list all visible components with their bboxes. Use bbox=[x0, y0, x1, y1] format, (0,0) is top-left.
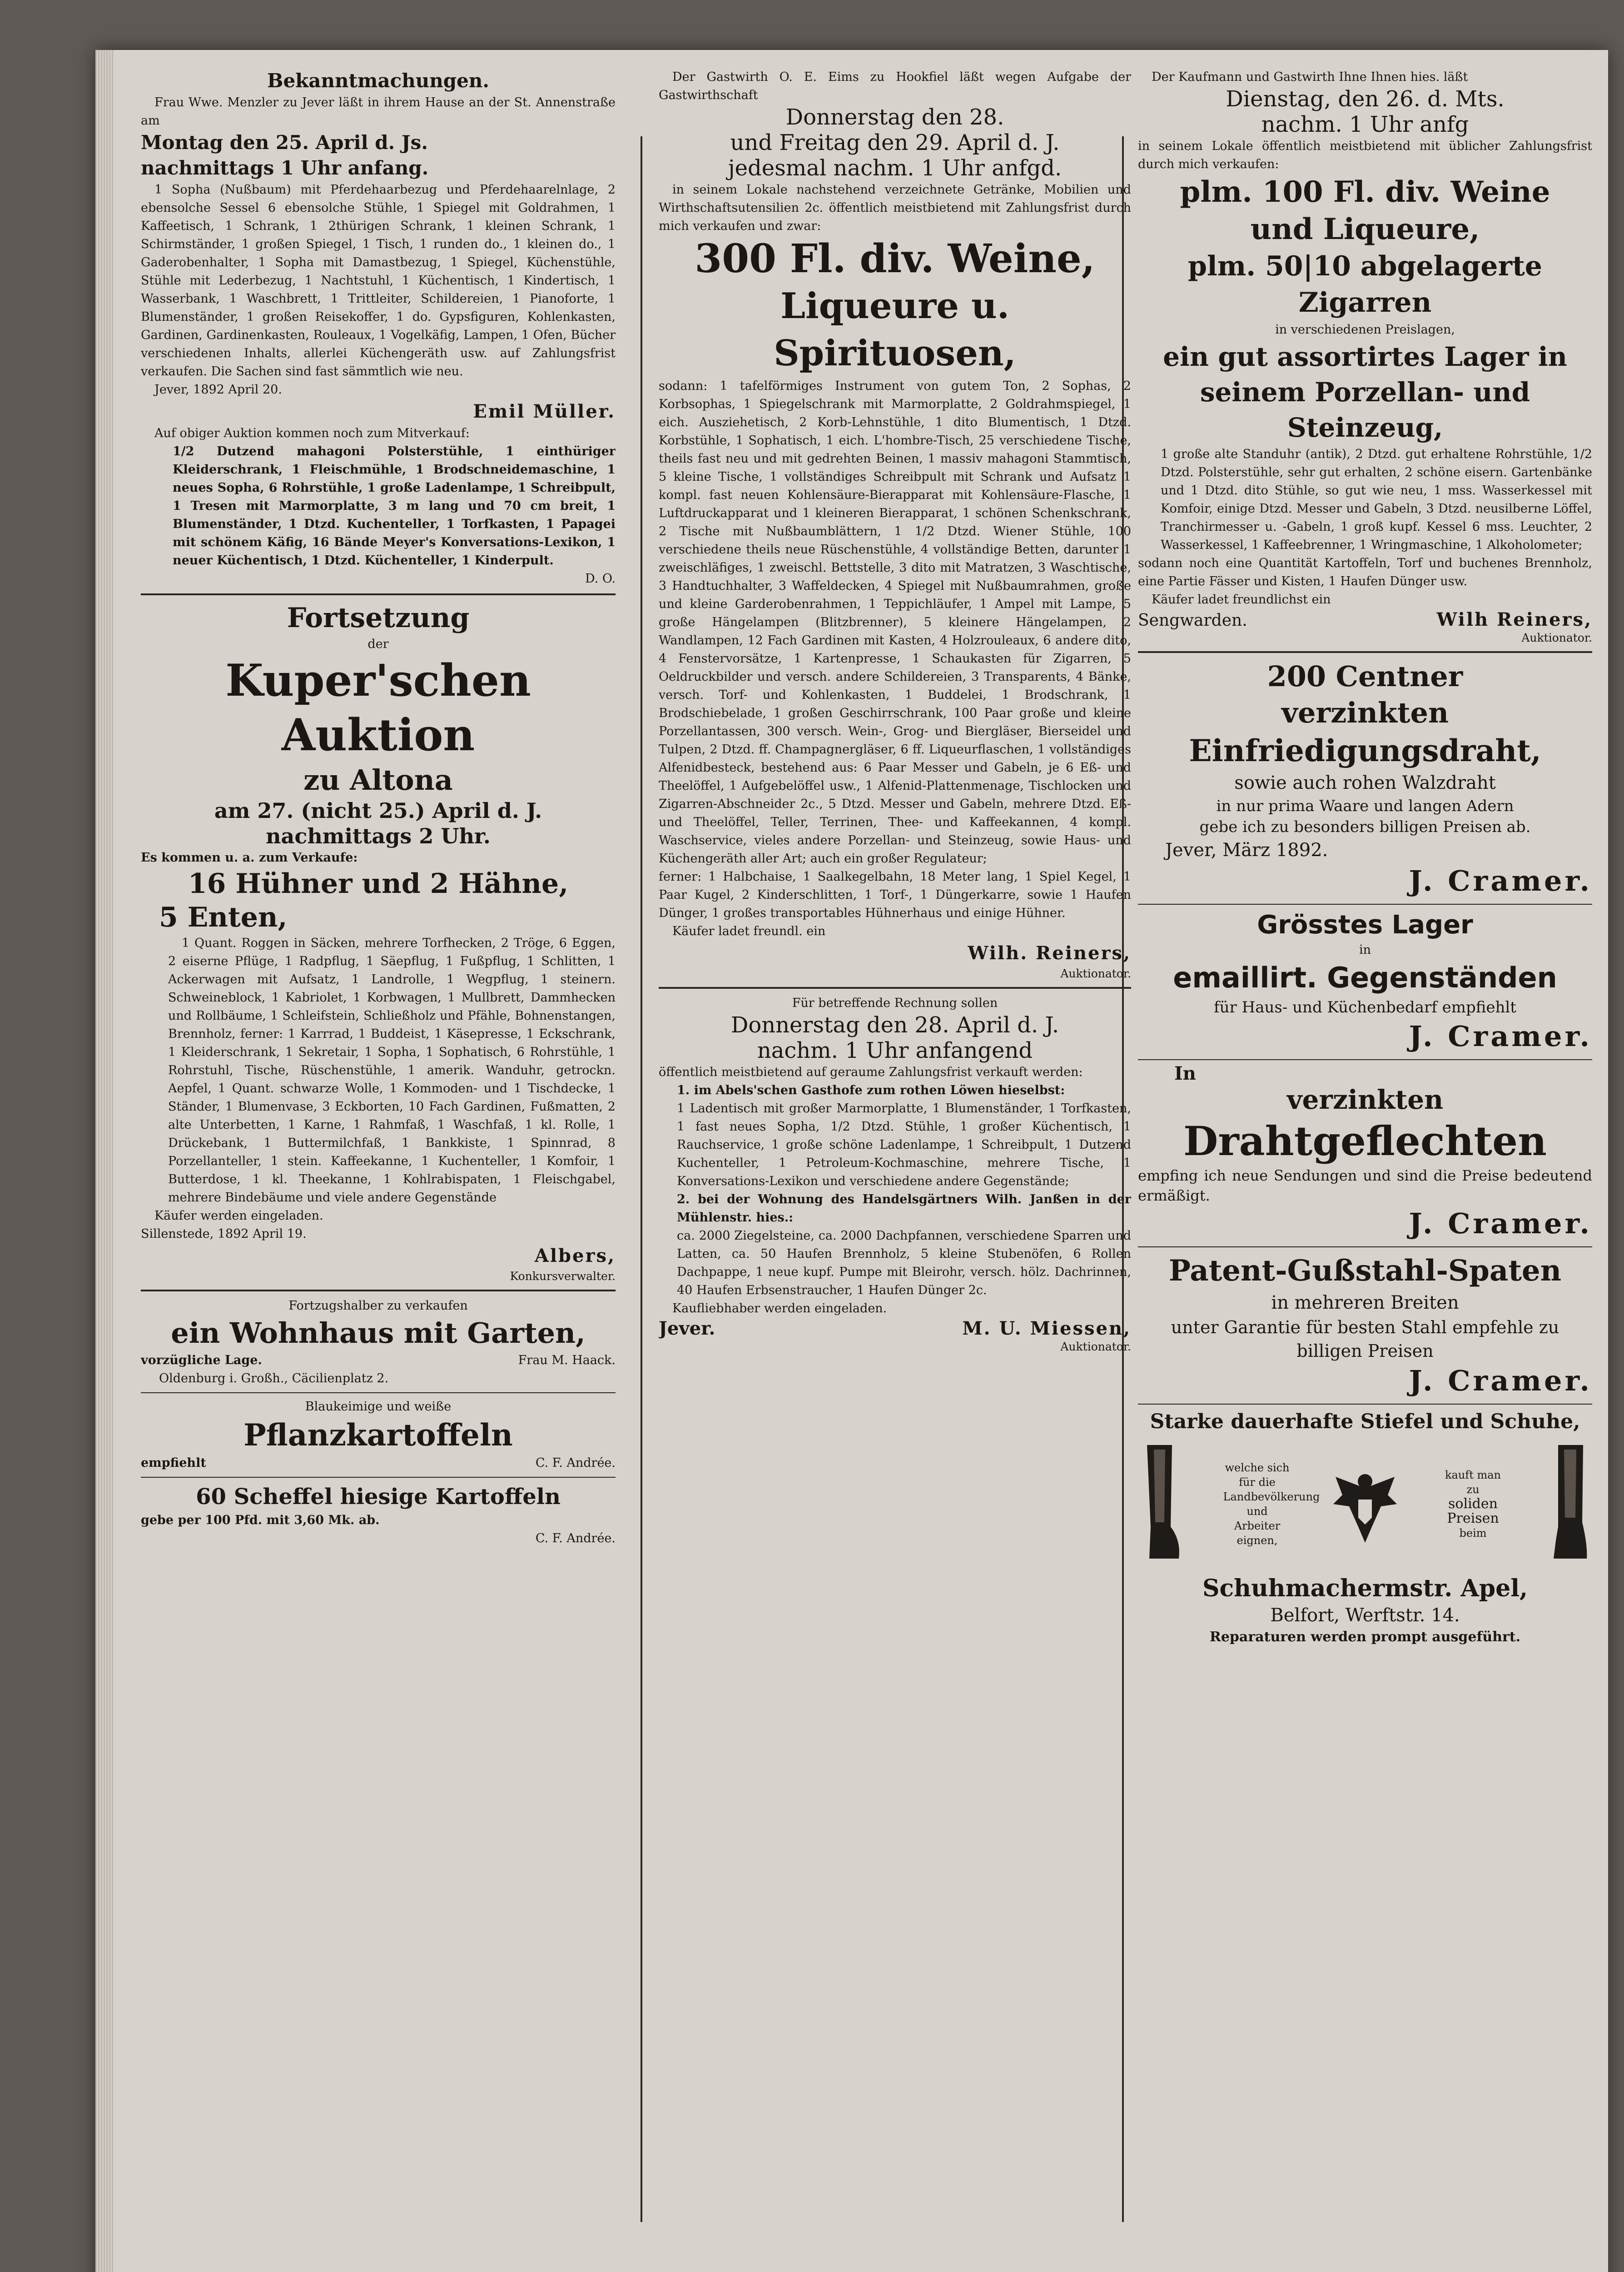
ad-body: öffentlich meistbietend auf geraume Zahlungsfrist verkauft werden: bbox=[659, 1065, 1083, 1079]
ad-signer: J. Cramer. bbox=[1409, 1020, 1592, 1053]
ad-dateline: Jever, März 1892. bbox=[1165, 840, 1328, 861]
ad-body: sodann noch eine Quantität Kartoffeln, Torf und buchenes Brennholz, eine Partie Fässer und Kisten, 1 Haufen Dünger usw. bbox=[1138, 556, 1592, 588]
ad-signer: J. Cramer. bbox=[1409, 864, 1592, 897]
divider bbox=[141, 1290, 616, 1291]
ad-date: Dienstag, den 26. d. Mts. bbox=[1226, 86, 1505, 112]
text-line: kauft man bbox=[1445, 1469, 1501, 1481]
auction-time: nachmittags 2 Uhr. bbox=[266, 824, 491, 848]
ad-row bbox=[1138, 609, 1592, 630]
headline-ducks: 5 Enten, bbox=[159, 902, 288, 933]
boots-right-text bbox=[1439, 1468, 1507, 1540]
ad-dateline: Sillenstede, 1892 April 19. bbox=[141, 1227, 307, 1241]
ad-intro: Der Gastwirth O. E. Eims zu Hookfiel läßt wegen Aufgabe der Gastwirthschaft bbox=[659, 70, 1131, 102]
headline-in: in bbox=[1359, 943, 1371, 957]
shop-address: Belfort, Werftstr. 14. bbox=[1270, 1605, 1460, 1626]
ad-role: Konkursverwalter. bbox=[510, 1270, 616, 1283]
headline-hens: 16 Hühner und 2 Hähne, bbox=[188, 868, 569, 900]
ad-time: nachm. 1 Uhr anfg bbox=[1261, 112, 1469, 137]
headline: ein Wohnhaus mit Garten, bbox=[171, 1316, 586, 1350]
ad-body: 1 Sopha (Nußbaum) mit Pferdehaarbezug und Pferdehaarelnlage, 2 ebensolche Sessel 6 ebensolche Stühle, 1 Spiegel mit Goldrahmen, 1 Kaffeetisch, 1 Schrank, 1 2thürigen Schrank, 1 kleinen Schrank, 1 Schirmständer, 1 großen Spiegel, 1 Tisch, 1 runden do., 1 kleinen do., 1 Gaderobenhalter, 1 Sopha mit Damastbezug, 1 Spiegel, Küchenstühle, Stühle mit Lederbezug, 1 Nachtstuhl, 1 Küchentisch, 1 Kindertisch, 1 Wasserbank, 1 Waschbrett, 1 Trittleiter, Schildereien, 1 Pianoforte, 1 Blumenständer, 1 großen Reisekoffer, 1 do. Gypsfiguren, Kohlenkasten, Gardinen, Gardinenkasten, Rouleaux, 1 Vogelkäfig, Lampen, 1 Ofen, Bücher verschiedenen Inhalts, allerlei Küchengeräth usw. auf Zahlungsfrist verkaufen. Die Sachen sind fast sämmtlich wie neu. bbox=[141, 183, 616, 379]
text-line: Preisen bbox=[1447, 1510, 1499, 1526]
divider bbox=[141, 1392, 616, 1393]
boots-illustration bbox=[1138, 1438, 1592, 1570]
headline: Pflanzkartoffeln bbox=[243, 1417, 513, 1453]
headline-big: Kuper'schen Auktion bbox=[225, 655, 531, 761]
ad-lager bbox=[1138, 909, 1592, 1055]
ad-spaten bbox=[1138, 1252, 1592, 1399]
ad-bekanntmachungen bbox=[141, 68, 616, 588]
text-line: zu bbox=[1466, 1483, 1480, 1496]
headline-enamel: emaillirt. Gegenständen bbox=[1173, 961, 1557, 994]
headline-amount: 200 Centner bbox=[1267, 660, 1463, 693]
ad-body: ferner: 1 Halbchaise, 1 Saalkegelbahn, 18 Meter lang, 1 Spiel Kegel, 1 Paar Kugel, 2 Kinderschlitten, 1 Torf-, 1 Düngerkarre, sowie 1 Haufen Dünger, 1 großes transportables Hühnerhaus und einige Hühner. bbox=[659, 870, 1131, 920]
text-line: soliden bbox=[1448, 1496, 1498, 1512]
list-item: 1 Ladentisch mit großer Marmorplatte, 1 Blumenständer, 1 Torfkasten, 1 fast neues Sopha, 1/2 Dtzd. Stühle, 1 großer Küchentisch, 1 Rauchservice, 1 große schöne Ladenlampe, 1 Schreibpult, 1 Dutzend Kuchenteller, 1 Petroleum-Kochmaschine, mehrere Tische, 1 Konversations-Lexikon und verschiedene andere Gegenstände; bbox=[677, 1101, 1131, 1188]
headline: Starke dauerhafte Stiefel und Schuhe, bbox=[1150, 1410, 1580, 1433]
divider bbox=[1138, 1059, 1592, 1060]
ad-intro: Für betreffende Rechnung sollen bbox=[792, 996, 998, 1010]
ad-pflanzkartoffeln bbox=[141, 1398, 616, 1472]
divider bbox=[659, 987, 1131, 989]
ad-extra-body: 1/2 Dutzend mahagoni Polsterstühle, 1 einthüriger Kleiderschrank, 1 Fleischmühle, 1 Brodschneidemaschine, 1 neues Sopha, 6 Rohrstühle, 1 große Ladenlampe, 1 Schreibpult, 1 Tresen mit Marmorplatte, 3 m lang und 70 cm breit, 1 Blumenständer, 1 Dtzd. Kuchenteller, 1 Torfkasten, 1 Papagei mit schönem Käfig, 16 Bände Meyer's Konversations-Lexikon, 1 neuer Küchentisch, 1 Dtzd. Küchenteller, 1 Kinderpult. bbox=[173, 444, 616, 568]
ad-invite: Kaufliebhaber werden eingeladen. bbox=[672, 1301, 887, 1315]
section-title: Bekanntmachungen. bbox=[267, 70, 490, 92]
headline-place: zu Altona bbox=[303, 763, 453, 797]
ad-text: gebe ich zu besonders billigen Preisen ab. bbox=[1199, 818, 1531, 836]
headline: Grösstes Lager bbox=[1257, 910, 1473, 940]
divider bbox=[141, 593, 616, 595]
ad-invite: Käufer ladet freundl. ein bbox=[672, 924, 826, 938]
ad-row bbox=[141, 1351, 616, 1370]
list-item: ca. 2000 Ziegelsteine, ca. 2000 Dachpfannen, verschiedene Sparren und Latten, ca. 50 Haufen Brennholz, 5 kleine Stubenöfen, 6 Rollen Dachpappe, 1 neue kupf. Pumpe mit Bleirohr, versch. hölz. Dachrinnen, 40 Haufen Erbsenstraucher, 1 Haufen Dünger 2c. bbox=[677, 1229, 1131, 1297]
ad-time: nachm. 1 Uhr anfangend bbox=[757, 1038, 1033, 1063]
ad-initials: D. O. bbox=[585, 572, 616, 586]
headline-porcelain: ein gut assortirtes Lager in seinem Porzellan- und Steinzeug, bbox=[1163, 341, 1567, 443]
headline-liquor: Liqueure u. Spirituosen, bbox=[774, 285, 1016, 374]
eagle-icon bbox=[1331, 1463, 1399, 1545]
ad-eims bbox=[659, 68, 1131, 982]
ad-signer: J. Cramer. bbox=[1409, 1207, 1592, 1240]
ad-text: empfiehlt bbox=[141, 1456, 206, 1470]
divider bbox=[1138, 1246, 1592, 1247]
list-item-heading: 1. im Abels'schen Gasthofe zum rothen Löwen hieselbst: bbox=[677, 1083, 1065, 1097]
ad-text: vorzügliche Lage. bbox=[141, 1353, 262, 1367]
ad-dateline: Jever, 1892 April 20. bbox=[154, 383, 282, 397]
ad-body: in seinem Lokale nachstehend verzeichnete Getränke, Mobilien und Wirthschaftsutensilien 2c. öffentlich meistbietend mit Zahlungsfrist durch mich verkaufen und zwar: bbox=[659, 183, 1131, 233]
ad-row bbox=[659, 1318, 1131, 1339]
auction-date: am 27. (nicht 25.) April d. J. bbox=[214, 798, 542, 823]
ad-invite: Käufer werden eingeladen. bbox=[154, 1209, 323, 1223]
ad-text: empfing ich neue Sendungen und sind die Preise bedeutend ermäßigt. bbox=[1138, 1167, 1592, 1204]
ad-body: in seinem Lokale öffentlich meistbietend mit üblicher Zahlungsfrist durch mich verkaufen: bbox=[1138, 139, 1592, 171]
headline-wire: Einfriedigungsdraht, bbox=[1189, 733, 1541, 768]
ad-signer: Frau M. Haack. bbox=[518, 1353, 616, 1367]
ad-drahtgeflechten bbox=[1138, 1065, 1592, 1242]
ad-time: nachmittags 1 Uhr anfang. bbox=[141, 157, 429, 179]
ad-signer: J. Cramer. bbox=[1409, 1364, 1592, 1397]
ad-body: 1 große alte Standuhr (antik), 2 Dtzd. gut erhaltene Rohrstühle, 1/2 Dtzd. Polsterstühle, sehr gut erhalten, 2 schöne eisern. Gartenbänke und 1 Dtzd. dito Stühle, so gut wie neu, 1 mss. Wasserkessel mit Komfoir, einige Dtzd. Messer und Gabeln, 3 Dtzd. neusilberne Löffel, Tranchirmesser u. -Gabeln, 1 groß kupf. Kessel 6 mss. Leuchter, 2 Wasserkessel, 1 Kaffeebrenner, 1 Wringmaschine, 1 Alkoholometer; bbox=[1161, 447, 1592, 552]
ad-intro: Fortzugshalber zu verkaufen bbox=[288, 1299, 468, 1313]
ad-intro: Frau Wwe. Menzler zu Jever läßt in ihrem Hause an der St. Annenstraße am bbox=[141, 95, 616, 128]
list-item-heading: 2. bei der Wohnung des Handelsgärtners Wilh. Janßen in der Mühlenstr. hies.: bbox=[677, 1192, 1131, 1225]
ad-date: und Freitag den 29. April d. J. bbox=[730, 130, 1060, 155]
ad-kartoffeln bbox=[141, 1482, 616, 1548]
headline-mesh: Drahtgeflechten bbox=[1183, 1117, 1547, 1165]
boot-icon bbox=[1547, 1440, 1592, 1568]
ad-apel bbox=[1138, 1409, 1592, 1647]
divider bbox=[141, 1477, 616, 1478]
divider bbox=[1138, 651, 1592, 653]
ad-text: unter Garantie für besten Stahl empfehle zu billigen Preisen bbox=[1171, 1317, 1559, 1361]
column-rule bbox=[641, 136, 642, 2222]
ad-date: Donnerstag den 28. bbox=[785, 105, 1004, 130]
ad-intro: Es kommen u. a. zum Verkaufe: bbox=[141, 851, 358, 865]
ad-ihnen bbox=[1138, 68, 1592, 646]
ad-time: jedesmal nachm. 1 Uhr anfgd. bbox=[728, 155, 1062, 181]
ad-miessen bbox=[659, 994, 1131, 1355]
ad-role: Auktionator. bbox=[1060, 967, 1131, 980]
ad-wohnhaus bbox=[141, 1297, 616, 1388]
ad-address: Oldenburg i. Großh., Cäcilienplatz 2. bbox=[159, 1371, 389, 1385]
ad-text: in verschiedenen Preislagen, bbox=[1275, 323, 1455, 337]
ad-body: sodann: 1 tafelförmiges Instrument von gutem Ton, 2 Sophas, 2 Korbsophas, 1 Spiegelschrank mit Marmorplatte, 2 Goldrahmspiegel, 1 eich. Ausziehetisch, 2 Korb-Lehnstühle, 1 dito Blumentisch, 1 Dtzd. Korbstühle, 1 Sophatisch, 1 eich. L'hombre-Tisch, 25 verschiedene Tische, theils fast neu und mit gedrehten Beinen, 1 massiv mahagoni Stammtisch, 5 kleine Tische, 1 vollständiges Schreibpult mit Schrank und Aufsatz 1 kompl. fast neuen Kohlensäure-Bierapparat mit Kohlensäure-Flasche, 1 Luftdruckapparat und 1 kleineren Bierapparat, 1 schönen Schenkschrank, 2 Tische mit Nußbaumblättern, 1 1/2 Dtzd. Wiener Stühle, 100 verschiedene theils neue Rüschenstühle, 4 vollständige Betten, darunter 1 zweischläfiges, 1 zweischl. Bettstelle, 3 dito mit Matratzen, 3 Waschtische, 3 Handtuchhalter, 3 Waffeldecken, 4 Spiegel mit Nußbaumrahmen, große und kleine Garderobenrahmen, 1 Teppichläufer, 1 Ampel mit Lampe, 5 große Hängelampen (Blitzbrenner), 5 kleinere Hängelampen, 2 Wandlampen, 12 Fach Gardinen mit Kasten, 4 Holzrouleaux, 6 andere dito, 4 Fenstervorsätze, 1 Kartenpresse, 1 Schaukasten für Zigarren, 5 Oeldruckbilder und versch. andere Schildereien, 3 Transparents, 4 Bänke, versch. Torf- und Kohlenkasten, 1 Buddelei, 1 Brodschrank, 1 Brodschiebelade, 1 großen Geschirrschrank, 100 Paar große und kleine Porzellantassen, 300 versch. Wein-, Grog- und Biergläser, Bierseidel und Tulpen, 2 Dtzd. ff. Champagnergläser, 6 ff. Liqueurflaschen, 1 vollständiges Alfenidbesteck, bestehend aus: 6 Paar Messer und Gabeln, je 6 Eß- und Theelöffel, 1 Aufgebelöffel usw., 1 Alfenid-Plattenmenage, Tischlocken und Zigarren-Abschneider 2c., 5 Dtzd. Messer und Gabeln, mehrere Dtzd. Eß- und Theelöffel, Teller, Terrinen, Thee- und Kaffeekannen, 4 kompl. Waschservice, vieles andere Porzellan- und Steinzeug, sowie Haus- und Küchengeräth aller Art; auch ein großer Regulateur; bbox=[659, 379, 1131, 866]
ad-extra-intro: Auf obiger Auktion kommen noch zum Mitverkauf: bbox=[154, 426, 470, 440]
headline: 60 Scheffel hiesige Kartoffeln bbox=[196, 1484, 561, 1510]
column-1 bbox=[141, 68, 616, 2229]
ad-place: Jever. bbox=[659, 1318, 715, 1339]
ad-intro: Der Kaufmann und Gastwirth Ihne Ihnen hies. läßt bbox=[1152, 70, 1468, 84]
ad-signer: C. F. Andrée. bbox=[535, 1456, 616, 1470]
ad-date: Montag den 25. April d. Js. bbox=[141, 131, 428, 154]
headline-wine: plm. 100 Fl. div. Weine bbox=[1180, 175, 1550, 209]
ad-signer: Albers, bbox=[534, 1245, 616, 1266]
headline-in: In bbox=[1174, 1063, 1196, 1084]
ad-body: 1 Quant. Roggen in Säcken, mehrere Torfhecken, 2 Tröge, 6 Eggen, 2 eiserne Pflüge, 1 Radpflug, 1 Säepflug, 1 Fußpflug, 1 Schlitten, 1 Ackerwagen mit Aufsatz, 1 Landrolle, 1 Wegpflug, 1 steinern. Schweineblock, 1 Kabriolet, 1 Korbwagen, 1 Mullbrett, Dammhecken und Rollbäume, 1 Schleifstein, Schließholz und Pfähle, Bohnenstangen, Brennholz, ferner: 1 Karrrad, 1 Buddeist, 1 Käsepresse, 1 Eckschrank, 1 Kleiderschrank, 1 Sekretair, 1 Sopha, 1 Sophatisch, 6 Rohrstühle, 1 Rohrstuhl, Tische, Rüschenstühle, 1 amerik. Wanduhr, getrockn. Aepfel, 1 Quant. schwarze Wolle, 1 Kommoden- und 1 Tischdecke, 1 Ständer, 1 Blumenvase, 3 Eckborten, 10 Fach Gardinen, Fußmatten, 2 alte Unterbetten, 1 Karne, 1 Rahmfaß, 1 Waschfaß, 1 kl. Rolle, 1 Drückebank, 1 Buttermilchfaß, 1 Bankkiste, 1 Spinnrad, 8 Porzellanteller, 1 stein. Kaffeekanne, 1 Kuchenteller, 1 Komfoir, 1 Butterdose, 1 kl. Theekanne, 1 Kohlrabispaten, 1 Fleischgabel, mehrere Bindebäume und viele andere Gegenstände bbox=[168, 936, 616, 1205]
headline-zinc: verzinkten bbox=[1286, 1084, 1444, 1115]
ad-row bbox=[141, 1454, 616, 1472]
headline-wine: 300 Fl. div. Weine, bbox=[695, 236, 1095, 282]
ad-signer: Wilh Reiners, bbox=[1436, 609, 1592, 630]
headline: Patent-Gußstahl-Spaten bbox=[1168, 1254, 1562, 1288]
ad-text: in mehreren Breiten bbox=[1271, 1292, 1459, 1313]
ad-date: Donnerstag den 28. April d. J. bbox=[730, 1012, 1059, 1038]
page-edge bbox=[95, 50, 114, 2272]
ad-role: Auktionator. bbox=[1521, 631, 1592, 644]
ad-invite: Käufer ladet freundlichst ein bbox=[1152, 593, 1331, 607]
headline-liquor: und Liqueure, bbox=[1250, 212, 1480, 246]
headline-cigars: plm. 50|10 abgelagerte Zigarren bbox=[1188, 250, 1542, 319]
ad-text: sowie auch rohen Walzdraht bbox=[1234, 772, 1496, 793]
column-3 bbox=[1138, 68, 1592, 2229]
shop-note: Reparaturen werden prompt ausgeführt. bbox=[1209, 1629, 1521, 1645]
ad-place: Sengwarden. bbox=[1138, 611, 1247, 630]
divider bbox=[1138, 1404, 1592, 1405]
ad-draht bbox=[1138, 658, 1592, 899]
ad-text: in nur prima Waare und langen Adern bbox=[1216, 797, 1514, 815]
boots-left-text: welche sich für die Landbevölkerung und Arbeiter eignen, bbox=[1223, 1461, 1320, 1547]
headline-zinc: verzinkten bbox=[1281, 696, 1449, 729]
text-line: beim bbox=[1459, 1527, 1487, 1540]
ad-signer: M. U. Miessen, bbox=[962, 1318, 1131, 1339]
ad-signer: C. F. Andrée. bbox=[535, 1531, 616, 1545]
ad-role: Auktionator. bbox=[1060, 1340, 1131, 1353]
column-2 bbox=[659, 68, 1131, 2229]
headline: Fortsetzung bbox=[287, 602, 470, 634]
shop-name: Schuhmachermstr. Apel, bbox=[1202, 1574, 1528, 1602]
divider bbox=[1138, 904, 1592, 905]
ad-text: für Haus- und Küchenbedarf empfiehlt bbox=[1214, 998, 1516, 1016]
boot-icon bbox=[1138, 1440, 1183, 1568]
ad-intro: Blaukeimige und weiße bbox=[305, 1400, 452, 1414]
headline-der: der bbox=[368, 637, 389, 651]
ad-signer: Emil Müller. bbox=[473, 401, 616, 422]
ad-signer: Wilh. Reiners, bbox=[968, 942, 1131, 964]
ad-kuper-auktion bbox=[141, 601, 616, 1284]
ad-text: gebe per 100 Pfd. mit 3,60 Mk. ab. bbox=[141, 1513, 380, 1527]
